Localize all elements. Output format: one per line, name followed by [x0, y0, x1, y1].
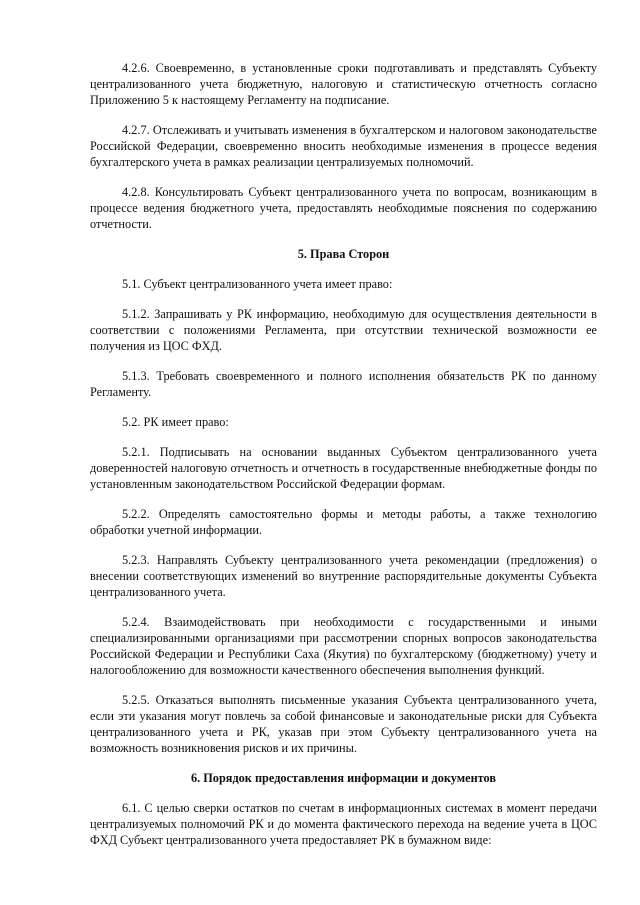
section-6-heading: 6. Порядок предоставления информации и документов: [190, 771, 497, 785]
document-page: [90, 60, 597, 848]
section-5-heading: 5. Права Сторон: [297, 247, 390, 261]
paragraph-4-2-7: 4.2.7. Отслеживать и учитывать изменения в бухгалтерском и налоговом законодательстве Российской Федерации, своевременно вносить необходимые изменения в процессе ведения бухгалтерского учета в рамках реализации централизуемых полномочий.: [90, 123, 597, 169]
paragraph-5-2-4: 5.2.4. Взаимодействовать при необходимости с государственными и иными специализированными организациями при рассмотрении спорных вопросов законодательства Российской Федерации и Республики Саха (Якутия) по бухгалтерскому (бюджетному) учету и налогообложению для возможности качественного обеспечения выполнения функций.: [90, 615, 597, 677]
paragraph-5-1: 5.1. Субъект централизованного учета имеет право:: [122, 277, 393, 291]
paragraph-4-2-6: 4.2.6. Своевременно, в установленные сроки подготавливать и представлять Субъекту централизованного учета бюджетную, налоговую и статистическую отчетность согласно Приложению 5 к настоящему Регламенту на подписание.: [90, 61, 597, 107]
paragraph-5-1-3: 5.1.3. Требовать своевременного и полного исполнения обязательств РК по данному Регламенту.: [90, 369, 597, 399]
paragraph-5-2-2: 5.2.2. Определять самостоятельно формы и методы работы, а также технологию обработки учетной информации.: [90, 507, 597, 537]
paragraph-5-2: 5.2. РК имеет право:: [122, 415, 229, 429]
paragraph-5-2-3: 5.2.3. Направлять Субъекту централизованного учета рекомендации (предложения) о внесении соответствующих изменений во внутренние распорядительные документы Субъекта централизованного учета.: [90, 553, 597, 599]
paragraph-5-1-2: 5.1.2. Запрашивать у РК информацию, необходимую для осуществления деятельности в соответствии с положениями Регламента, при отсутствии технической возможности ее получения из ЦОС ФХД.: [90, 307, 597, 353]
paragraph-5-2-5: 5.2.5. Отказаться выполнять письменные указания Субъекта централизованного учета, если эти указания могут повлечь за собой финансовые и законодательные риски для Субъекта централизованного учета и РК, указав при этом Субъекту централизованного учета на возможность возникновения рисков и их причины.: [90, 693, 597, 755]
paragraph-5-2-1: 5.2.1. Подписывать на основании выданных Субъектом централизованного учета доверенностей налоговую отчетность и отчетность в государственные внебюджетные фонды по установленным законодательством Российской Федерации формам.: [90, 445, 597, 491]
paragraph-4-2-8: 4.2.8. Консультировать Субъект централизованного учета по вопросам, возникающим в процессе ведения бюджетного учета, предоставлять необходимые пояснения по содержанию отчетности.: [90, 185, 597, 231]
paragraph-6-1: 6.1. С целью сверки остатков по счетам в информационных системах в момент передачи централизуемых полномочий РК и до момента фактического перехода на ведение учета в ЦОС ФХД Субъект централизованного учета предоставляет РК в бумажном виде:: [90, 801, 597, 847]
